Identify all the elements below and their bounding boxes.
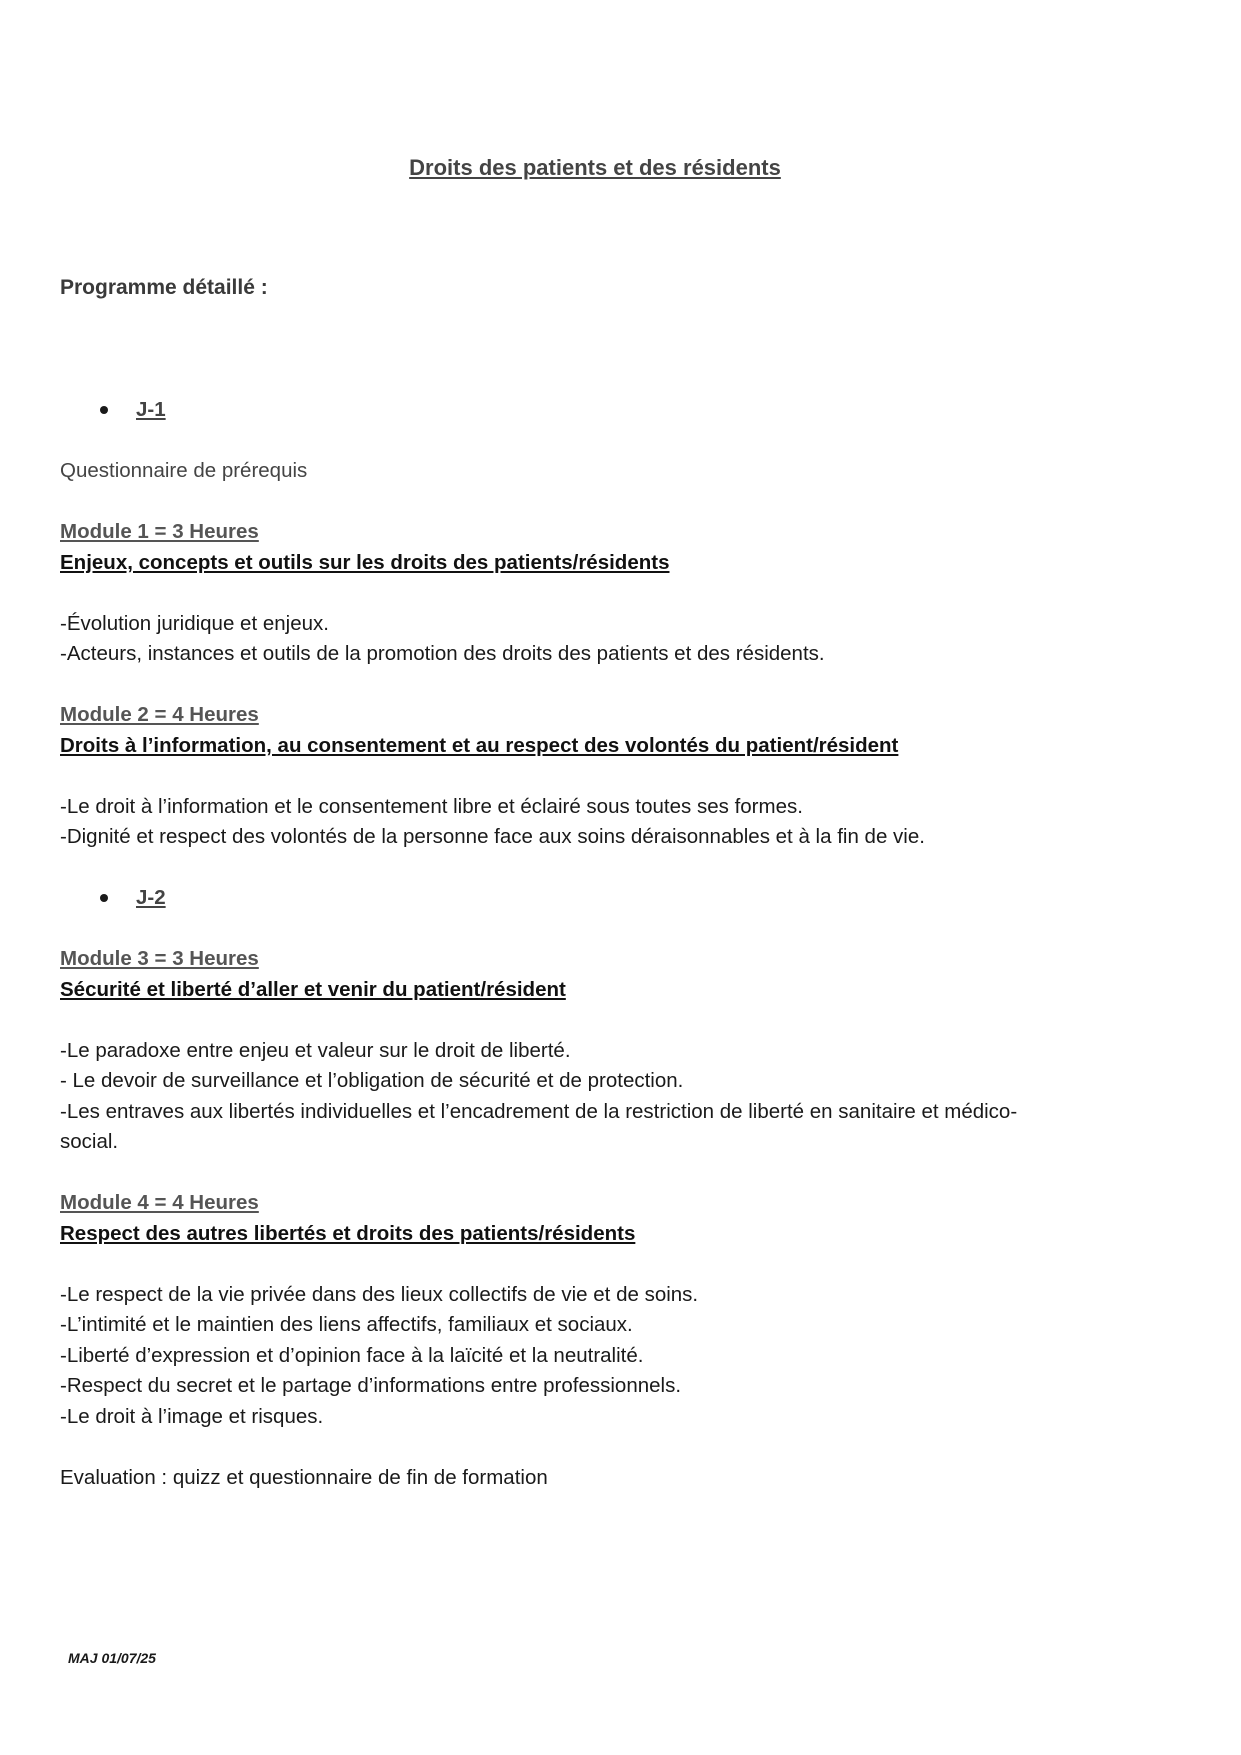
- day-heading-j2: [100, 883, 1070, 914]
- module-4-item: -L’intimité et le maintien des liens affectifs, familiaux et sociaux.: [60, 1313, 633, 1336]
- module-1-item: -Évolution juridique et enjeux.: [60, 611, 329, 635]
- module-2-title: Droits à l’information, au consentement et au respect des volontés du patient/résident: [60, 733, 899, 757]
- module-1-hours: Module 1 = 3 Heures: [60, 520, 259, 543]
- program-content: [60, 395, 1070, 1493]
- module-2-hours: Module 2 = 4 Heures: [60, 703, 259, 726]
- bullet-icon: [100, 406, 108, 414]
- module-4-hours: Module 4 = 4 Heures: [60, 1191, 259, 1214]
- program-heading: Programme détaillé :: [60, 276, 268, 299]
- module-3-item: -Le paradoxe entre enjeu et valeur sur le droit de liberté.: [60, 1038, 571, 1062]
- bullet-icon: [100, 894, 108, 902]
- day-heading-j1: [100, 395, 1070, 426]
- document-title: Droits des patients et des résidents: [409, 155, 781, 180]
- module-3-hours: Module 3 = 3 Heures: [60, 947, 259, 970]
- prerequisite-questionnaire: Questionnaire de prérequis: [60, 459, 308, 482]
- module-3-title: Sécurité et liberté d’aller et venir du patient/résident: [60, 977, 566, 1001]
- day-label: J-1: [136, 398, 166, 421]
- module-4-item: -Respect du secret et le partage d’informations entre professionnels.: [60, 1374, 682, 1397]
- module-4-item: -Liberté d’expression et d’opinion face à la laïcité et la neutralité.: [60, 1343, 644, 1367]
- update-date-footer: MAJ 01/07/25: [68, 1650, 156, 1666]
- module-4-item: -Le droit à l’image et risques.: [60, 1404, 324, 1428]
- module-2-item: -Dignité et respect des volontés de la personne face aux soins déraisonnables et à la fin de vie.: [60, 825, 925, 848]
- module-3-item: - Le devoir de surveillance et l’obligation de sécurité et de protection.: [60, 1069, 684, 1092]
- module-4-title: Respect des autres libertés et droits des patients/résidents: [60, 1221, 636, 1245]
- module-3-item: -Les entraves aux libertés individuelles et l’encadrement de la restriction de liberté en sanitaire et médico-social.: [60, 1099, 1018, 1153]
- evaluation-text: Evaluation : quizz et questionnaire de fin de formation: [60, 1465, 548, 1489]
- module-1-item: -Acteurs, instances et outils de la promotion des droits des patients et des résidents.: [60, 642, 825, 665]
- module-4-item: -Le respect de la vie privée dans des lieux collectifs de vie et de soins.: [60, 1282, 699, 1306]
- day-label: J-2: [136, 886, 166, 909]
- module-2-item: -Le droit à l’information et le consentement libre et éclairé sous toutes ses formes.: [60, 794, 803, 818]
- module-1-title: Enjeux, concepts et outils sur les droits des patients/résidents: [60, 550, 670, 574]
